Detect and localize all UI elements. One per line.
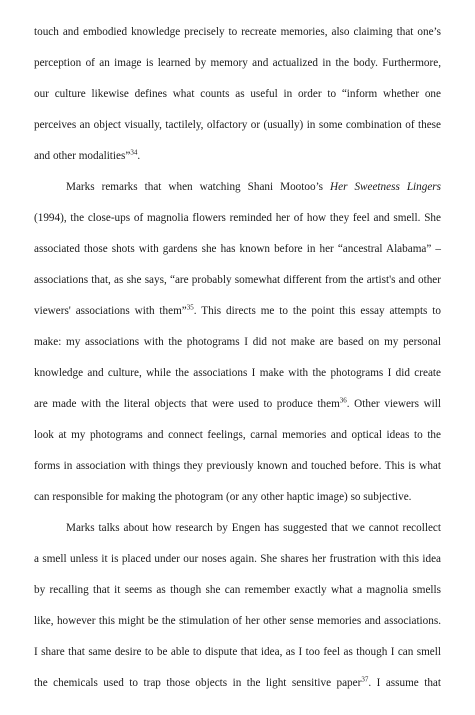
body-line: touch and embodied knowledge precisely to recreate memories, also claiming that one’s [34,26,441,38]
footnote-ref[interactable]: 37 [361,675,369,684]
body-line: and other modalities”$^{34}$. [34,148,141,162]
body-line: Marks talks about how research by Engen has suggested that we cannot recollect [66,522,441,534]
body-line: associated those shots with gardens she has known before in her “ancestral Alabama” – [34,243,441,255]
body-line: are made with the literal objects that were used to produce them$^{36}$. Other viewers will [34,396,442,410]
body-line: a smell unless it is placed under our noses again. She shares her frustration with this idea [34,553,441,565]
body-line: (1994), the close-ups of magnolia flowers reminded her of how they feel and smell. She [34,212,441,224]
body-line: look at my photograms and connect feelings, carnal memories and optical ideas to the [34,429,441,441]
body-line: our culture likewise defines what counts as useful in order to “inform whether one [34,88,441,100]
body-line: forms in association with things they previously known and touched before. This is what [34,460,441,472]
body-line: make: my associations with the photograms I did not make are based on my personal [34,336,441,348]
body-line: like, however this might be the stimulation of her other sense memories and associations. [34,615,441,627]
footnote-ref[interactable]: 35 [186,303,194,312]
body-line: associations that, as she says, “are probably somewhat different from the artist's and other [34,274,441,286]
film-title: Her Sweetness Lingers [330,181,442,193]
footnote-ref[interactable]: 34 [130,148,138,157]
body-line: perception of an image is learned by memory and actualized in the body. Furthermore, [34,57,441,69]
body-line: can responsible for making the photogram (or any other haptic image) so subjective. [34,491,412,503]
body-line: perceives an object visually, tactilely, olfactory or (usually) in some combination of these [34,119,441,131]
body-line: knowledge and culture, while the associations I make with the photograms I did create [34,367,441,379]
body-line: the chemicals used to trap those objects in the light sensitive paper$^{37}$. I assume that [34,675,442,689]
body-line: viewers' associations with them”$^{35}$. This directs me to the point this essay attempts to [34,303,441,317]
body-line: by recalling that it seems as though she can remember exactly what a magnolia smells [34,584,441,596]
body-line: Marks remarks that when watching Shani Mootoo’s Her Sweetness Lingers [66,181,442,193]
body-line: I share that same desire to be able to dispute that idea, as I too feel as though I can smell [34,646,441,658]
footnote-ref[interactable]: 36 [339,396,347,405]
